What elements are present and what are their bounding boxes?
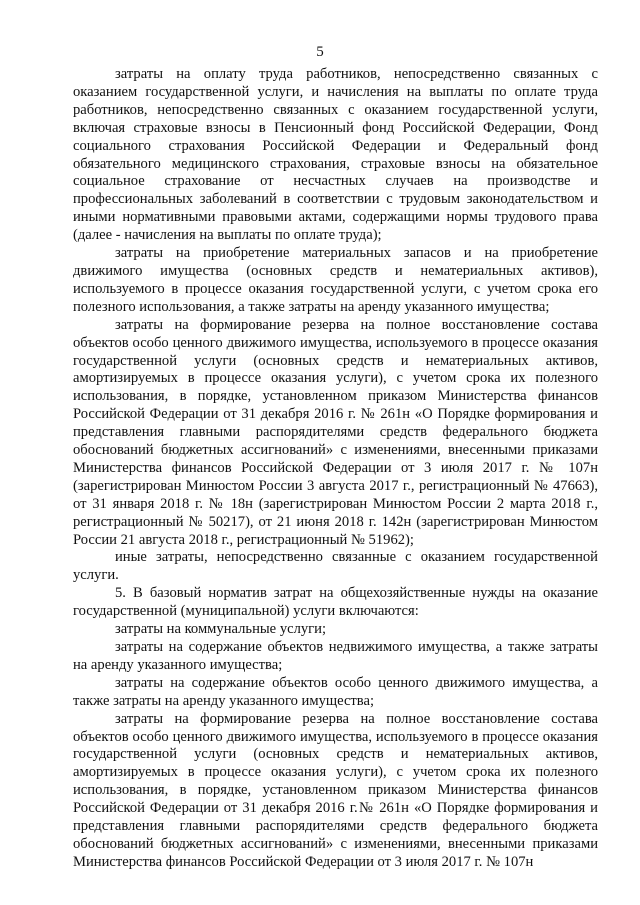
paragraph-movable-property-costs: затраты на содержание объектов особо ценного движимого имущества, а также затраты на аренду указанного имущества; xyxy=(73,674,598,709)
paragraph-real-estate-costs: затраты на содержание объектов недвижимого имущества, а также затраты на аренду указанного имущества; xyxy=(73,639,598,673)
paragraph-other-costs: иные затраты, непосредственно связанные с оказанием государственной услуги. xyxy=(73,549,598,584)
paragraph-reserve-costs: затраты на формирование резерва на полное восстановление состава объектов особо ценного движимого имущества, используемого в процессе оказания государственной услуги (основных средств и нематериальных активов, амортизируемых в процессе оказания услуги), с учетом срока их полезного использования, в порядке, установленном приказом Министерства финансов Российской Федерации от 31 декабря 2016 г. № 261н «О Порядке формирования и представления главными распорядителями средств федерального бюджета обоснований бюджетных ассигнований» с изменениями, внесенными приказами Министерства финансов Российской Федерации от 3 июля 2017 г. № 107н (зарегистрирован Минюстом России 3 августа 2017 г., регистрационный № 47663), от 31 января 2018 г. № 18н (зарегистрирован Минюстом России 2 марта 2018 г., регистрационный № 50217), от 21 июня 2018 г. 142н (зарегистрирован Минюстом России 21 августа 2018 г., регистрационный № 51962); xyxy=(73,316,598,548)
paragraph-section-5-intro: 5. В базовый норматив затрат на общехозяйственные нужды на оказание государственной (муниципальной) услуги включаются: xyxy=(73,585,598,620)
page-number: 5 xyxy=(316,44,324,60)
paragraph-labor-costs: затраты на оплату труда работников, непосредственно связанных с оказанием государственной услуги, и начисления на выплаты по оплате труда работников, непосредственно связанных с оказанием государственной услуги, включая страховые взносы в Пенсионный фонд Российской Федерации, Фонд социального страхования Российской Федерации и Федеральный фонд обязательного медицинского страхования, страховые взносы на обязательное социальное страхование от несчастных случаев на производстве и профессиональных заболеваний в соответствии с трудовым законодательством и иными нормативными правовыми актами, содержащими нормы трудового права (далее - начисления на выплаты по оплате труда); xyxy=(73,66,598,244)
document-body xyxy=(73,66,598,872)
paragraph-material-costs: затраты на приобретение материальных запасов и на приобретение движимого имущества (основных средств и нематериальных активов), используемого в процессе оказания государственной услуги, с учетом срока его полезного использования, а также затраты на аренду указанного имущества; xyxy=(73,245,598,315)
paragraph-utility-costs: затраты на коммунальные услуги; xyxy=(115,621,327,638)
paragraph-reserve-costs-general: затраты на формирование резерва на полное восстановление состава объектов особо ценного движимого имущества, используемого в процессе оказания государственной услуги (основных средств и нематериальных активов, амортизируемых в процессе оказания услуги), с учетом срока их полезного использования, в порядке, установленном приказом Министерства финансов Российской Федерации от 31 декабря 2016 г.№ 261н «О Порядке формирования и представления главными распорядителями средств федерального бюджета обоснований бюджетных ассигнований» с изменениями, внесенными приказами Министерства финансов Российской Федерации от 3 июля 2017 г. № 107н xyxy=(73,710,598,870)
